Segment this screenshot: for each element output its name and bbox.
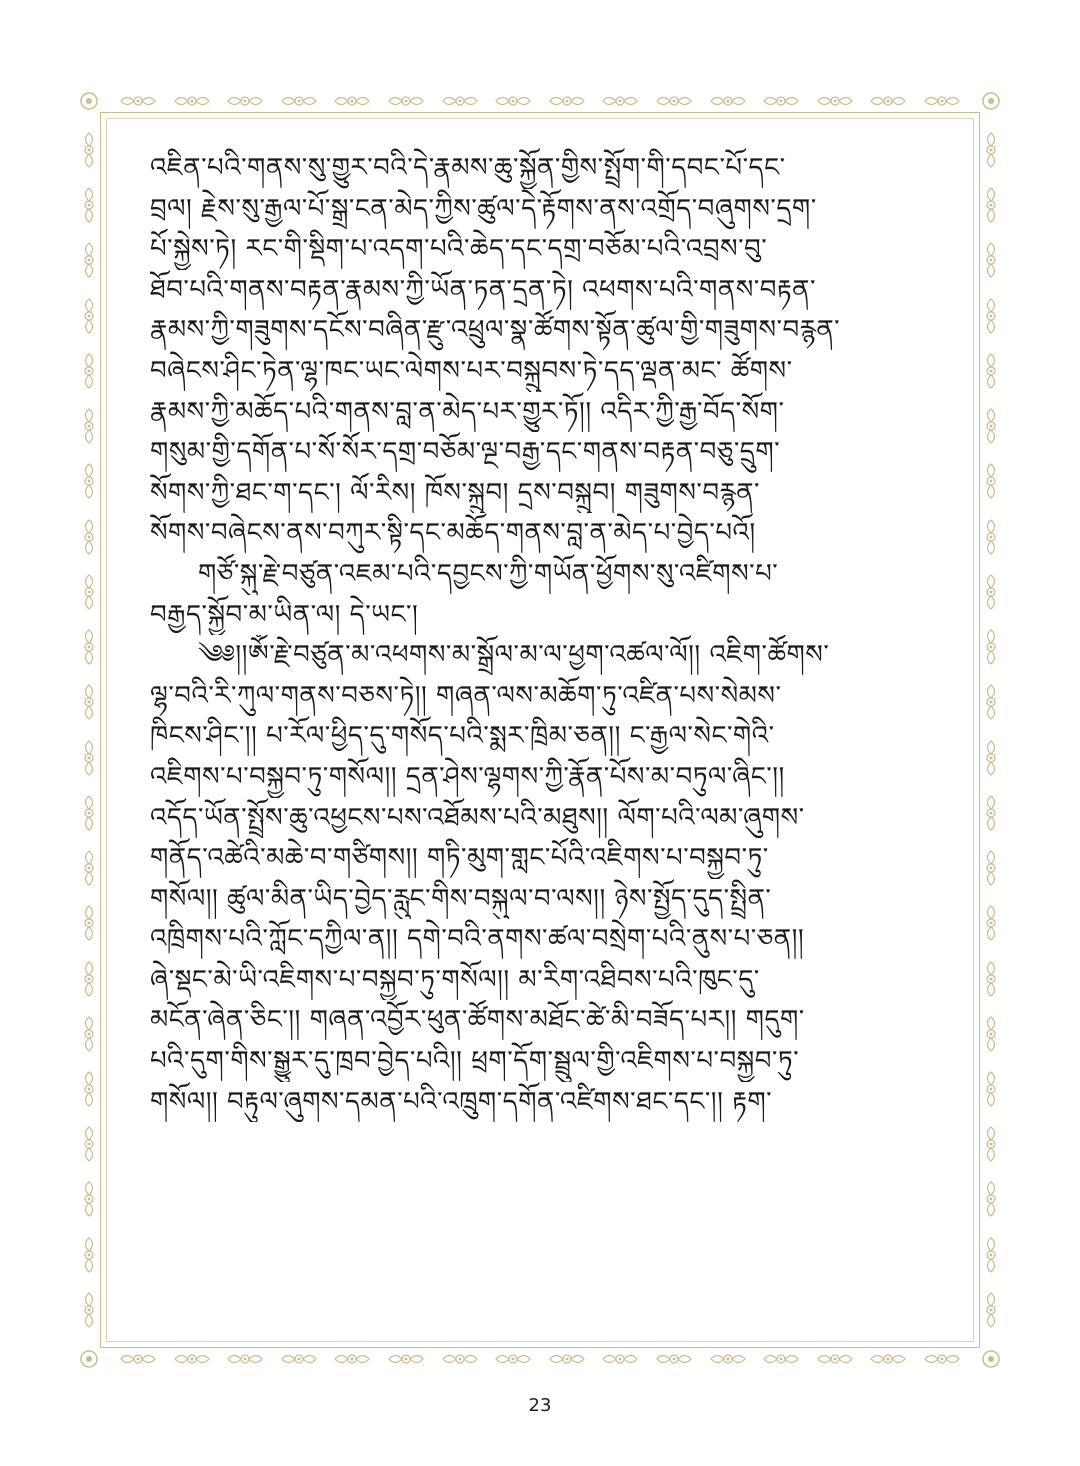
page-number: 23 xyxy=(528,1395,552,1416)
text-line: ལྷ་བའི་རི་ཀུལ་གནས་བཅས་ཏེ།། གཞན་ལས་མཆོག་ཏུ་འཛིན་པས་སེམས་ xyxy=(150,680,782,711)
vajra-ornament-icon xyxy=(982,1290,1000,1330)
text-line: སོགས་ཀྱི་ཐང་ག་དང་། ལོ་རིས། ཁོས་སྐྲུབ། དྲས་བསྐྲུབ། གཟུགས་བརྙན་ xyxy=(150,477,761,508)
vajra-ornament-icon xyxy=(80,406,98,446)
vajra-ornament-icon xyxy=(80,240,98,280)
vajra-ornament-icon xyxy=(80,738,98,778)
vajra-ornament-icon xyxy=(654,92,694,110)
text-line: འཇིན་པའི་གནས་སུ་གྱུར་བའི་དེ་རྣམས་ཆུ་སྐྱོན་གྱིས་སྤྲོག་གི་དབང་པོ་དང་ xyxy=(150,153,786,183)
vajra-ornament-icon xyxy=(600,1350,640,1368)
vajra-ornament-icon xyxy=(708,1350,748,1368)
vajra-ornament-icon xyxy=(982,793,1000,833)
vajra-ornament-icon xyxy=(982,517,1000,557)
vajra-ornament-icon xyxy=(982,1014,1000,1054)
text-line: གསོལ།། ཚུལ་མིན་ཡིད་བྱེད་རླུང་གིས་བསྐུལ་བ་ལས།། ཉེས་སྤྱོད་དུད་སྤྲིན་ xyxy=(150,883,772,914)
text-line: མངོན་ཞེན་ཅིང་།། གཞན་འབྱོར་ཕུན་ཚོགས་མཐོང་ཚེ་མི་བཟོད་པར།། གདུག་ xyxy=(150,1005,805,1036)
text-line: འཇིགས་པ་བསྐྱབ་ཏུ་གསོལ།། དྲན་ཤེས་ལྷགས་ཀྱི་རྣོན་པོས་མ་བཏུལ་ཞིང་།། xyxy=(150,761,785,792)
vajra-ornament-icon xyxy=(80,848,98,888)
corner-ornament-icon xyxy=(978,1346,1004,1372)
text-line: སོགས་བཞེངས་ནས་བཀུར་སྟི་དང་མཆོད་གནས་བླ་ན་མེད་པ་བྱེད་པའོ། xyxy=(150,518,756,549)
text-line: རྣམས་ཀྱི་མཆོད་པའི་གནས་བླ་ན་མེད་པར་གྱུར་ཏོ།། འདིར་ཀྱི་རྒྱ་བོད་སོག་ xyxy=(150,396,785,427)
text-line: བརྒྱད་སྐྱོབ་མ་ཡིན་ལ། དེ་ཡང་། xyxy=(150,599,419,630)
vajra-ornament-icon xyxy=(982,848,1000,888)
vajra-ornament-icon xyxy=(982,903,1000,943)
vajra-ornament-icon xyxy=(118,1350,158,1368)
vajra-ornament-icon xyxy=(80,903,98,943)
vajra-ornament-icon xyxy=(982,296,1000,336)
vajra-ornament-icon xyxy=(982,572,1000,612)
vajra-ornament-icon xyxy=(80,959,98,999)
vajra-ornament-icon xyxy=(80,1290,98,1330)
tibetan-text-body xyxy=(150,148,980,1328)
vajra-ornament-icon xyxy=(80,351,98,391)
vajra-ornament-icon xyxy=(332,92,372,110)
vajra-ornament-icon xyxy=(982,1179,1000,1219)
vajra-ornament-icon xyxy=(80,296,98,336)
vajra-ornament-icon xyxy=(80,1179,98,1219)
text-line: ༄༅།།ཨོཾ་རྗེ་བཙུན་མ་འཕགས་མ་སྒྲོལ་མ་ལ་ཕྱག་འཚལ་ལོ།། འཇིག་ཚོགས་ xyxy=(198,640,830,671)
border-ornament-column-left xyxy=(78,130,100,1330)
vajra-ornament-icon xyxy=(547,92,587,110)
border-ornament-row-top xyxy=(118,90,962,112)
vajra-ornament-icon xyxy=(982,682,1000,722)
vajra-ornament-icon xyxy=(922,92,962,110)
vajra-ornament-icon xyxy=(80,1124,98,1164)
text-line: འཁྲིགས་པའི་ཀློང་དཀྱིལ་ན།། དགེ་བའི་ནགས་ཚལ་བསྲེག་པའི་ནུས་པ་ཅན།། xyxy=(150,924,805,955)
vajra-ornament-icon xyxy=(982,627,1000,667)
vajra-ornament-icon xyxy=(279,92,319,110)
vajra-ornament-icon xyxy=(493,92,533,110)
corner-ornament-icon xyxy=(76,1346,102,1372)
vajra-ornament-icon xyxy=(922,1350,962,1368)
vajra-ornament-icon xyxy=(386,92,426,110)
vajra-ornament-icon xyxy=(118,92,158,110)
vajra-ornament-icon xyxy=(982,185,1000,225)
text-line: ཐོབ་པའི་གནས་བརྟན་རྣམས་ཀྱི་ཡོན་ཏན་དྲན་ཏེ། འཕགས་པའི་གནས་བརྟན་ xyxy=(150,274,816,305)
vajra-ornament-icon xyxy=(80,1235,98,1275)
vajra-ornament-icon xyxy=(982,130,1000,170)
corner-ornament-icon xyxy=(76,88,102,114)
text-line: གཙོ་སྐུ་རྗེ་བཙུན་འཇམ་པའི་དབྱངས་ཀྱི་གཡོན་ཕྱོགས་སུ་འཛིགས་པ་ xyxy=(198,558,779,589)
vajra-ornament-icon xyxy=(982,461,1000,501)
vajra-ornament-icon xyxy=(982,351,1000,391)
text-line: གསུམ་གྱི་དགོན་པ་སོ་སོར་དགྲ་བཅོམ་ལྔ་བརྒྱ་དང་གནས་བརྟན་བཅུ་དྲུག་ xyxy=(150,437,781,468)
vajra-ornament-icon xyxy=(493,1350,533,1368)
vajra-ornament-icon xyxy=(982,959,1000,999)
border-ornament-row-bottom xyxy=(118,1348,962,1370)
vajra-ornament-icon xyxy=(80,682,98,722)
vajra-ornament-icon xyxy=(80,461,98,501)
text-line: གནོད་འཚེའི་མཆེ་བ་གཙིགས།། གཏི་མུག་གླང་པོའི་འཇིགས་པ་བསྐྱབ་ཏུ་ xyxy=(150,843,769,874)
vajra-ornament-icon xyxy=(440,1350,480,1368)
vajra-ornament-icon xyxy=(80,627,98,667)
vajra-ornament-icon xyxy=(654,1350,694,1368)
vajra-ornament-icon xyxy=(332,1350,372,1368)
vajra-ornament-icon xyxy=(172,92,212,110)
vajra-ornament-icon xyxy=(172,1350,212,1368)
vajra-ornament-icon xyxy=(225,92,265,110)
vajra-ornament-icon xyxy=(982,240,1000,280)
vajra-ornament-icon xyxy=(600,92,640,110)
vajra-ornament-icon xyxy=(868,1350,908,1368)
text-line: གསོལ།། བརྟུལ་ཞུགས་དམན་པའི་འཁྲུག་དགོན་འཛིགས་ཐང་དང་།། རྟག་ xyxy=(150,1086,773,1117)
vajra-ornament-icon xyxy=(279,1350,319,1368)
vajra-ornament-icon xyxy=(80,185,98,225)
text-line: ཁིངས་ཤིང་།། པ་རོལ་ཕྱིད་དུ་གསོད་པའི་སྨར་ཁྲིམ་ཅན།། ང་རྒྱལ་སེང་གེའི་ xyxy=(150,721,775,752)
vajra-ornament-icon xyxy=(80,572,98,612)
border-ornament-column-right xyxy=(980,130,1002,1330)
text-line: ཞེ་སྡང་མེ་ཡི་འཇིགས་པ་བསྐྱབ་ཏུ་གསོལ།། མ་རིག་འཐིབས་པའི་ཁུང་དུ་ xyxy=(150,964,760,995)
vajra-ornament-icon xyxy=(982,1069,1000,1109)
vajra-ornament-icon xyxy=(708,92,748,110)
vajra-ornament-icon xyxy=(982,406,1000,446)
vajra-ornament-icon xyxy=(80,793,98,833)
vajra-ornament-icon xyxy=(761,92,801,110)
vajra-ornament-icon xyxy=(761,1350,801,1368)
corner-ornament-icon xyxy=(978,88,1004,114)
text-line: རྣམས་ཀྱི་གཟུགས་དངོས་བཞིན་རྫུ་འཕྲུལ་སྣ་ཚོགས་སྟོན་ཚུལ་གྱི་གཟུགས་བརྙན་ xyxy=(150,315,841,346)
text-line: བཞེངས་ཤིང་ཏེན་ལྷ་ཁང་ཡང་ལེགས་པར་བསྐྲུབས་ཏེ་དད་ལྡན་མང་ ཚོགས་ xyxy=(150,355,793,386)
vajra-ornament-icon xyxy=(982,738,1000,778)
text-line: འདོད་ཡོན་སྤྲོས་ཆུ་འཕྱངས་པས་འཐོམས་པའི་མཐུས།། ལོག་པའི་ལམ་ཞུགས་ xyxy=(150,802,805,833)
vajra-ornament-icon xyxy=(440,92,480,110)
vajra-ornament-icon xyxy=(815,92,855,110)
vajra-ornament-icon xyxy=(868,92,908,110)
vajra-ornament-icon xyxy=(80,1014,98,1054)
vajra-ornament-icon xyxy=(815,1350,855,1368)
vajra-ornament-icon xyxy=(80,130,98,170)
vajra-ornament-icon xyxy=(982,1235,1000,1275)
vajra-ornament-icon xyxy=(80,517,98,557)
vajra-ornament-icon xyxy=(547,1350,587,1368)
text-line: པའི་དུག་གིས་སྒྱུར་དུ་ཁྲབ་བྱེད་པའི།། ཕྲག་དོག་སྦྲུལ་གྱི་འཇིགས་པ་བསྐྱབ་ཏུ་ xyxy=(150,1046,800,1077)
vajra-ornament-icon xyxy=(225,1350,265,1368)
text-line: པོ་སྐྱེས་ཏེ། རང་གི་སྡིག་པ་འདག་པའི་ཆེད་དང་དགྲ་བཅོམ་པའི་འབྲས་བུ་ xyxy=(150,234,768,265)
vajra-ornament-icon xyxy=(386,1350,426,1368)
text-line: བྲལ། རྗེས་སུ་རྒྱལ་པོ་སྒྲ་ངན་མེད་ཀྱིས་ཚུལ་དེ་རྟོགས་ནས་འགྲོད་བཞུགས་དྲག་ xyxy=(150,193,817,224)
vajra-ornament-icon xyxy=(80,1069,98,1109)
vajra-ornament-icon xyxy=(982,1124,1000,1164)
